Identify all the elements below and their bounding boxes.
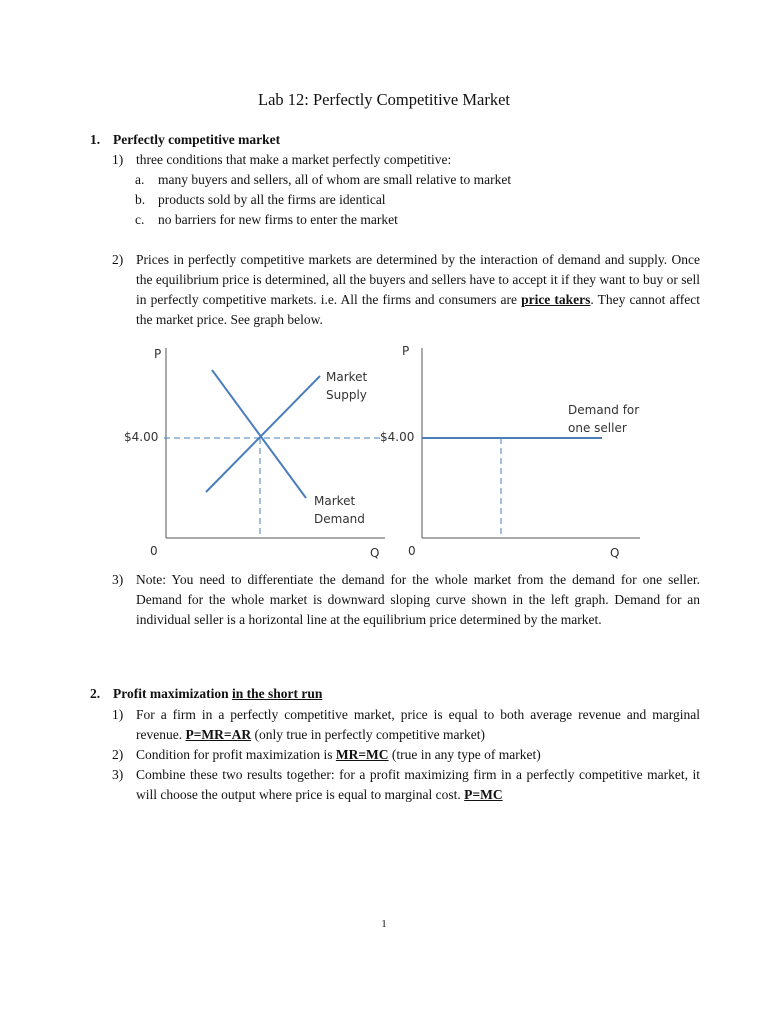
seller-demand-label-line-1: Demand for: [568, 403, 640, 417]
right-x-axis-label: Q: [610, 546, 620, 560]
market-vs-firm-demand-graph: [110, 334, 660, 564]
left-y-axis-label: P: [154, 347, 162, 361]
sub-item-letter: a.: [135, 172, 145, 187]
page-number: 1: [381, 918, 387, 930]
section-2-heading: [90, 686, 322, 702]
item-text-part: (true in any type of market): [388, 747, 541, 762]
item-number: 2): [112, 747, 124, 762]
sub-item-text: no barriers for new firms to enter the market: [158, 212, 398, 227]
supply-label-line-1: Market: [326, 370, 368, 384]
formula-emphasis: MR=MC: [335, 747, 389, 762]
section-2-item-3: [112, 765, 700, 805]
item-number: 3): [112, 767, 124, 782]
supply-label-line-2: Supply: [326, 388, 367, 402]
section-1-number: 1.: [90, 132, 101, 147]
item-text: three conditions that make a market perfectly competitive:: [136, 152, 452, 167]
left-price-label: $4.00: [124, 430, 159, 444]
section-2-title-underlined: in the short run: [231, 686, 323, 701]
item-text: [136, 250, 700, 330]
seller-demand-label-line-2: one seller: [568, 421, 627, 435]
left-origin-label: 0: [150, 544, 158, 558]
item-text-part: Condition for profit maximization is: [136, 747, 336, 762]
formula-emphasis: P=MR=AR: [185, 727, 252, 742]
market-demand-curve: [212, 370, 306, 498]
section-1-heading: [90, 132, 280, 148]
formula-emphasis: P=MC: [464, 787, 503, 802]
section-2-title: Profit maximization: [113, 686, 232, 701]
demand-label-line-2: Demand: [314, 512, 365, 526]
item-number: 1): [112, 152, 124, 167]
item-text: Note: You need to differentiate the demand for the whole market from the demand for one seller. Demand for the whole market is downward sloping curve shown in the left graph. Demand for an individual seller is a horizontal line at the equilibrium price determined by the market.: [136, 572, 700, 627]
demand-label-line-1: Market: [314, 494, 356, 508]
sub-item-b: [135, 190, 386, 210]
section-2-item-2: [112, 745, 700, 765]
section-1-item-2: [112, 250, 700, 330]
section-2-number: 2.: [90, 686, 101, 701]
sub-item-letter: b.: [135, 192, 146, 207]
section-1-item-1: [112, 150, 700, 170]
right-price-label: $4.00: [380, 430, 415, 444]
right-y-axis-label: P: [402, 344, 410, 358]
item-text-part: (only true in perfectly competitive market): [251, 727, 486, 742]
item-text: [136, 745, 700, 765]
price-takers-emphasis: price takers: [521, 292, 591, 307]
right-origin-label: 0: [408, 544, 416, 558]
section-1-item-3: [112, 570, 700, 630]
item-number: 1): [112, 707, 124, 722]
item-text-part: Combine these two results together: for a profit maximizing firm in a perfectly competitive market, it will choose the output where price is equal to marginal cost.: [136, 767, 700, 802]
sub-item-c: [135, 210, 398, 230]
item-text: [136, 705, 700, 745]
section-2-item-1: [112, 705, 700, 745]
item-number: 2): [112, 252, 124, 267]
sub-item-text: many buyers and sellers, all of whom are small relative to market: [158, 172, 512, 187]
left-x-axis-label: Q: [370, 546, 380, 560]
item-number: 3): [112, 572, 124, 587]
sub-item-letter: c.: [135, 212, 145, 227]
item-text-part: Prices in perfectly competitive markets are determined by the interaction of demand and supply. Once the equilibrium price is determined, all the buyers and sellers have to accept it if they want to buy or sell in perfectly competitive markets. i.e. All the firms and consumers are: [136, 252, 700, 307]
market-supply-curve: [206, 376, 320, 492]
item-text-part: . They cannot affect the market price. See graph below.: [136, 292, 701, 327]
section-1-title: Perfectly competitive market: [113, 132, 281, 147]
page-title: Lab 12: Perfectly Competitive Market: [257, 90, 510, 109]
item-text-part: For a firm in a perfectly competitive market, price is equal to both average revenue and marginal revenue.: [136, 707, 700, 742]
sub-item-a: [135, 170, 511, 190]
sub-item-text: products sold by all the firms are identical: [158, 192, 386, 207]
item-text: [136, 765, 700, 805]
